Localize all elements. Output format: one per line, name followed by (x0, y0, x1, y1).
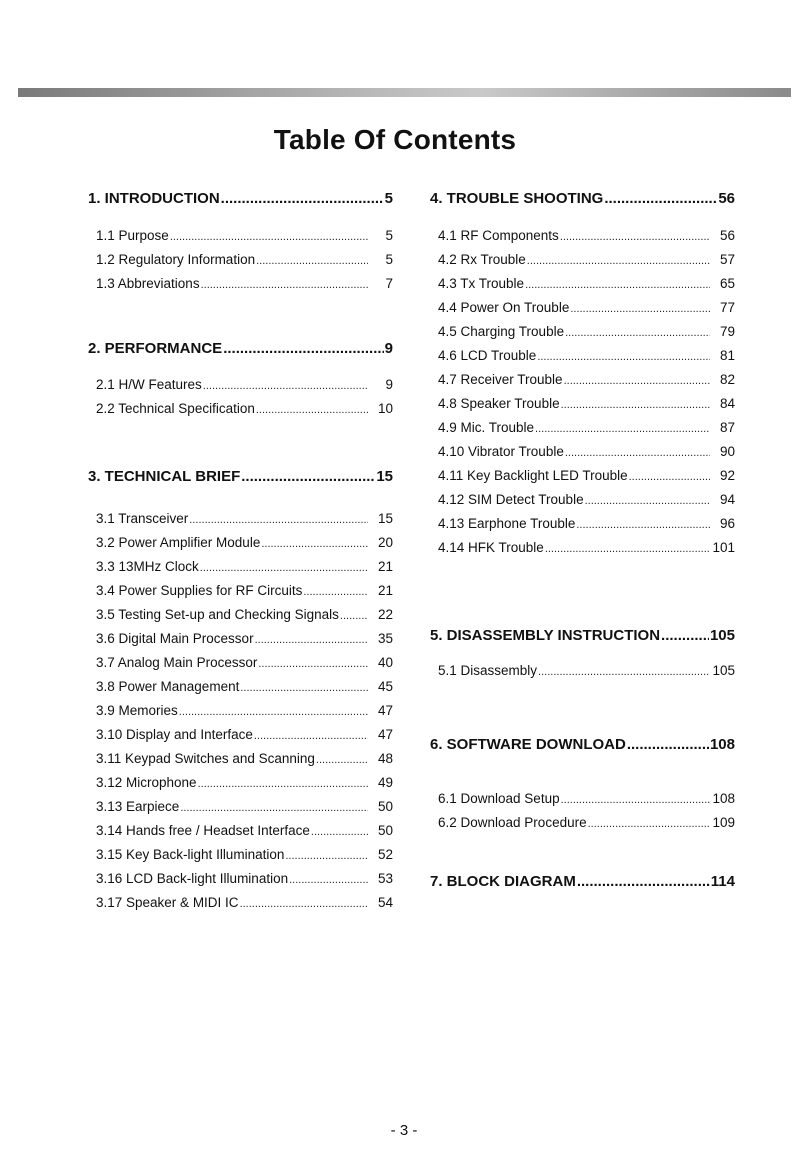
dot-leader (256, 404, 368, 416)
dot-leader (661, 627, 709, 644)
entry-label: 4.4 Power On Trouble (438, 300, 570, 315)
toc-entry[interactable] (438, 372, 735, 396)
entry-label: 4.2 Rx Trouble (438, 252, 526, 267)
toc-entry[interactable] (96, 679, 393, 703)
toc-heading[interactable] (88, 468, 393, 485)
dot-leader (538, 666, 710, 678)
page-number-ref: 105 (709, 627, 735, 644)
entry-label: 3.13 Earpiece (96, 799, 180, 814)
toc-entry[interactable] (96, 535, 393, 559)
entry-label: 3.16 LCD Back-light Illumination (96, 871, 289, 886)
entry-label: 3.2 Power Amplifier Module (96, 535, 261, 550)
dot-leader (240, 682, 368, 694)
dot-leader (604, 190, 717, 207)
toc-entry[interactable] (438, 815, 735, 839)
dot-leader (545, 543, 710, 555)
dot-leader (254, 730, 368, 742)
dot-leader (258, 658, 368, 670)
toc-entry[interactable] (96, 751, 393, 775)
dot-leader (170, 231, 368, 243)
page-number-ref: 114 (710, 873, 735, 890)
toc-entry[interactable] (438, 252, 735, 276)
toc-entry[interactable] (96, 631, 393, 655)
header-rule (18, 88, 791, 97)
toc-entry[interactable] (96, 276, 393, 300)
page-number-ref: 56 (719, 228, 735, 243)
toc-entry[interactable] (96, 401, 393, 425)
entry-label: 4.9 Mic. Trouble (438, 420, 535, 435)
page-number-ref: 21 (377, 583, 393, 598)
toc-entry[interactable] (438, 540, 735, 564)
toc-heading[interactable] (430, 627, 735, 644)
entry-label: 4.3 Tx Trouble (438, 276, 525, 291)
toc-entry[interactable] (96, 895, 393, 919)
entry-label: 3.1 Transceiver (96, 511, 189, 526)
dot-leader (565, 327, 710, 339)
toc-entry[interactable] (438, 300, 735, 324)
toc-entry[interactable] (438, 420, 735, 444)
toc-entry[interactable] (438, 276, 735, 300)
entry-label: 3.14 Hands free / Headset Interface (96, 823, 310, 838)
toc-heading[interactable] (88, 340, 393, 357)
toc-entry[interactable] (96, 559, 393, 583)
page-number-ref: 109 (712, 815, 735, 830)
dot-leader (535, 423, 710, 435)
page-number-ref: 9 (385, 377, 393, 392)
page-number-ref: 50 (377, 823, 393, 838)
page-number-ref: 15 (376, 468, 393, 485)
toc-entry[interactable] (96, 871, 393, 895)
toc-heading[interactable] (430, 873, 735, 890)
toc-entry[interactable] (96, 775, 393, 799)
page-number-ref: 79 (719, 324, 735, 339)
toc-entry[interactable] (438, 228, 735, 252)
page-number-ref: 50 (377, 799, 393, 814)
toc-entry[interactable] (438, 444, 735, 468)
dot-leader (179, 706, 368, 718)
dot-leader (180, 802, 368, 814)
page-number-ref: 105 (712, 663, 735, 678)
page-title: Table Of Contents (273, 124, 517, 155)
dot-leader (561, 794, 710, 806)
dot-leader (316, 754, 368, 766)
dot-leader (585, 495, 710, 507)
dot-leader (564, 375, 710, 387)
dot-leader (303, 586, 368, 598)
toc-entry[interactable] (96, 583, 393, 607)
toc-heading[interactable] (88, 190, 393, 207)
entry-label: 3.3 13MHz Clock (96, 559, 199, 574)
page-number-ref: 90 (719, 444, 735, 459)
entry-label: 4.10 Vibrator Trouble (438, 444, 564, 459)
page-number: - 3 - (390, 1122, 418, 1139)
page-number-ref: 5 (385, 252, 393, 267)
entry-label: 2.1 H/W Features (96, 377, 202, 392)
page-number-ref: 48 (377, 751, 393, 766)
page-number-ref: 22 (377, 607, 393, 622)
entry-label: 1.1 Purpose (96, 228, 169, 243)
page-number-ref: 56 (718, 190, 735, 207)
entry-label: 4.11 Key Backlight LED Trouble (438, 468, 628, 483)
page-number-ref: 84 (719, 396, 735, 411)
toc-entry[interactable] (96, 377, 393, 401)
entry-label: 3.8 Power Management (96, 679, 240, 694)
entry-label: 3.5 Testing Set-up and Checking Signals (96, 607, 339, 622)
toc-entry[interactable] (438, 396, 735, 420)
toc-entry[interactable] (96, 703, 393, 727)
page-number-ref: 15 (377, 511, 393, 526)
dot-leader (203, 380, 368, 392)
entry-label: 4.8 Speaker Trouble (438, 396, 560, 411)
entry-label: 1. INTRODUCTION (88, 190, 220, 207)
page-number-ref: 92 (719, 468, 735, 483)
page-number-ref: 45 (377, 679, 393, 694)
entry-label: 3.15 Key Back-light Illumination (96, 847, 285, 862)
dot-leader (289, 874, 368, 886)
entry-label: 4.5 Charging Trouble (438, 324, 565, 339)
entry-label: 4.7 Receiver Trouble (438, 372, 563, 387)
entry-label: 4. TROUBLE SHOOTING (430, 190, 604, 207)
dot-leader (261, 538, 368, 550)
entry-label: 5. DISASSEMBLY INSTRUCTION (430, 627, 661, 644)
page-number-ref: 53 (377, 871, 393, 886)
entry-label: 4.13 Earphone Trouble (438, 516, 576, 531)
page-number-ref: 87 (719, 420, 735, 435)
dot-leader (198, 778, 368, 790)
page-number-ref: 57 (719, 252, 735, 267)
dot-leader (256, 255, 368, 267)
dot-leader (201, 279, 368, 291)
page-number-ref: 20 (377, 535, 393, 550)
dot-leader (525, 279, 710, 291)
entry-label: 1.3 Abbreviations (96, 276, 200, 291)
entry-label: 3.4 Power Supplies for RF Circuits (96, 583, 303, 598)
toc-entry[interactable] (96, 655, 393, 679)
page-number-ref: 96 (719, 516, 735, 531)
page-number-ref: 77 (719, 300, 735, 315)
dot-leader (565, 447, 710, 459)
toc-entry[interactable] (96, 727, 393, 751)
page-number-ref: 7 (385, 276, 393, 291)
page-number-ref: 81 (719, 348, 735, 363)
toc-entry[interactable] (96, 823, 393, 847)
entry-label: 5.1 Disassembly (438, 663, 538, 678)
toc-entry[interactable] (96, 799, 393, 823)
entry-label: 3.17 Speaker & MIDI IC (96, 895, 239, 910)
page-number-ref: 47 (377, 727, 393, 742)
page-number-ref: 9 (384, 340, 393, 357)
page-number-ref: 35 (377, 631, 393, 646)
dot-leader (241, 468, 375, 485)
dot-leader (311, 826, 368, 838)
entry-label: 7. BLOCK DIAGRAM (430, 873, 576, 890)
toc-entry[interactable] (438, 468, 735, 492)
page-number-ref: 5 (385, 228, 393, 243)
toc-entry[interactable] (438, 492, 735, 516)
toc-entry[interactable] (438, 324, 735, 348)
page-number-ref: 54 (377, 895, 393, 910)
entry-label: 3.10 Display and Interface (96, 727, 253, 742)
toc-heading[interactable] (430, 736, 735, 753)
dot-leader (285, 850, 368, 862)
dot-leader (629, 471, 710, 483)
entry-label: 2. PERFORMANCE (88, 340, 223, 357)
toc-entry[interactable] (96, 252, 393, 276)
toc-entry[interactable] (438, 663, 735, 687)
toc-entry[interactable] (438, 791, 735, 815)
dot-leader (561, 399, 710, 411)
entry-label: 6. SOFTWARE DOWNLOAD (430, 736, 626, 753)
page-number-ref: 47 (377, 703, 393, 718)
page-number-ref: 49 (377, 775, 393, 790)
dot-leader (340, 610, 368, 622)
dot-leader (577, 873, 710, 890)
entry-label: 4.6 LCD Trouble (438, 348, 537, 363)
dot-leader (570, 303, 710, 315)
dot-leader (223, 340, 383, 357)
dot-leader (537, 351, 710, 363)
entry-label: 3.7 Analog Main Processor (96, 655, 258, 670)
dot-leader (560, 231, 710, 243)
page-number-ref: 65 (719, 276, 735, 291)
toc-entry[interactable] (96, 847, 393, 871)
dot-leader (576, 519, 710, 531)
page-number-ref: 101 (712, 540, 735, 555)
toc-entry[interactable] (96, 511, 393, 535)
entry-label: 3.6 Digital Main Processor (96, 631, 254, 646)
page-number-ref: 94 (719, 492, 735, 507)
dot-leader (200, 562, 368, 574)
toc-heading[interactable] (430, 190, 735, 207)
page-number-ref: 108 (709, 736, 735, 753)
entry-label: 6.1 Download Setup (438, 791, 560, 806)
entry-label: 2.2 Technical Specification (96, 401, 255, 416)
dot-leader (527, 255, 710, 267)
page-number-ref: 40 (377, 655, 393, 670)
page-number-ref: 82 (719, 372, 735, 387)
toc-entry[interactable] (438, 516, 735, 540)
entry-label: 4.14 HFK Trouble (438, 540, 544, 555)
toc-entry[interactable] (438, 348, 735, 372)
dot-leader (627, 736, 709, 753)
dot-leader (588, 818, 710, 830)
page-number-ref: 108 (712, 791, 735, 806)
page-number-ref: 21 (377, 559, 393, 574)
entry-label: 4.1 RF Components (438, 228, 559, 243)
page-number-ref: 5 (384, 190, 393, 207)
entry-label: 6.2 Download Procedure (438, 815, 587, 830)
entry-label: 3. TECHNICAL BRIEF (88, 468, 241, 485)
entry-label: 4.12 SIM Detect Trouble (438, 492, 584, 507)
toc-entry[interactable] (96, 228, 393, 252)
dot-leader (189, 514, 368, 526)
page-number-ref: 52 (377, 847, 393, 862)
dot-leader (255, 634, 368, 646)
entry-label: 1.2 Regulatory Information (96, 252, 256, 267)
page-number-ref: 10 (377, 401, 393, 416)
dot-leader (221, 190, 384, 207)
entry-label: 3.11 Keypad Switches and Scanning (96, 751, 315, 766)
dot-leader (240, 898, 368, 910)
entry-label: 3.12 Microphone (96, 775, 197, 790)
entry-label: 3.9 Memories (96, 703, 178, 718)
toc-entry[interactable] (96, 607, 393, 631)
